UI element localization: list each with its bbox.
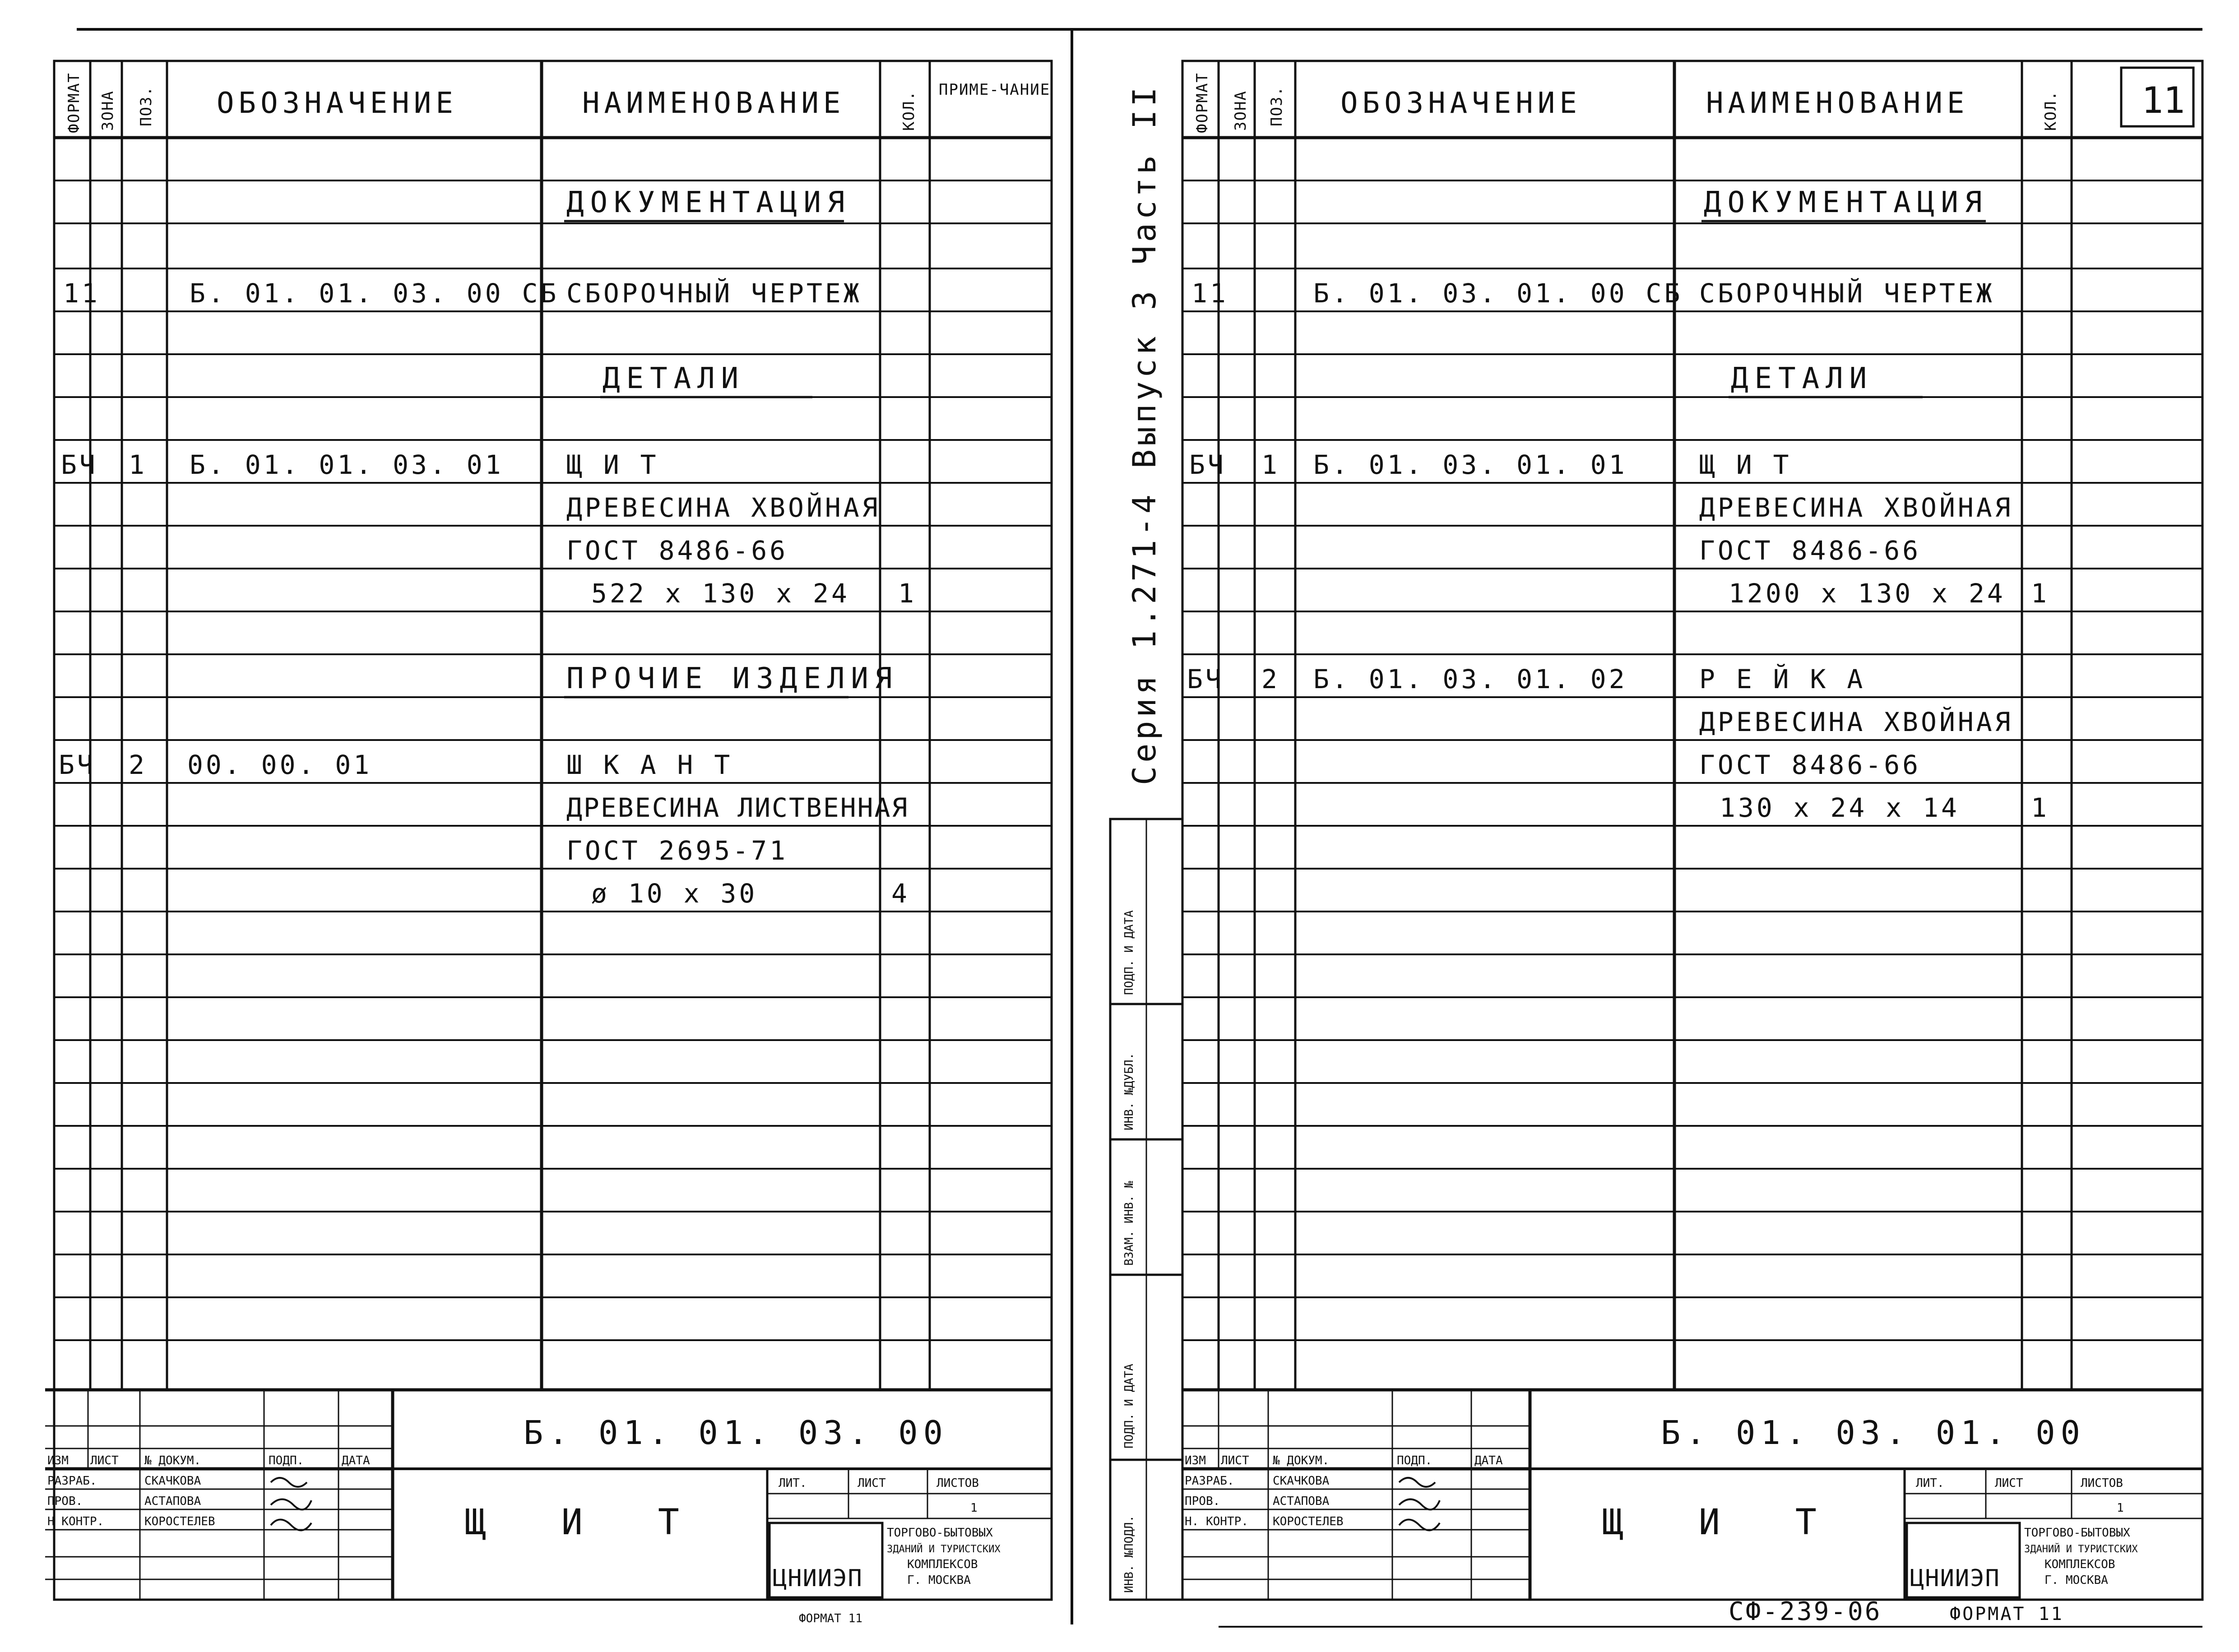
org-line: ТОРГОВО-БЫТОВЫХ: [887, 1526, 993, 1540]
org-line: ЗДАНИЙ И ТУРИСТСКИХ: [2024, 1544, 2138, 1555]
side-label: ВЗАМ. ИНВ. №: [1122, 1181, 1136, 1266]
tb-col-label: ДАТА: [1474, 1454, 1503, 1467]
left-header-designation: ОБОЗНАЧЕНИЕ: [217, 87, 458, 120]
left-row-format: БЧ: [59, 750, 96, 780]
tb-role: ПРОВ.: [47, 1495, 83, 1508]
tb-role: Н КОНТР.: [47, 1515, 104, 1528]
right-product-title: Щ И Т: [1602, 1502, 1844, 1543]
right-row-format: 11: [1191, 278, 1228, 309]
side-label: ИНВ. №ДУБЛ.: [1122, 1052, 1136, 1130]
left-row-name: ГОСТ 8486-66: [566, 535, 788, 566]
tb-person: АСТАПОВА: [1273, 1495, 1330, 1508]
org-line: ТОРГОВО-БЫТОВЫХ: [2024, 1526, 2130, 1540]
left-row-format: БЧ: [61, 449, 98, 480]
left-row-qty: 1: [898, 578, 917, 609]
left-row-name: Ш К А Н Т: [566, 750, 733, 780]
tb-col-label: ЛИСТ: [90, 1454, 119, 1467]
left-format-label: ФОРМАТ 11: [799, 1612, 862, 1625]
right-row-pos: 2: [1261, 664, 1280, 694]
org-line: Г. МОСКВА: [2044, 1573, 2108, 1587]
right-format-label: ФОРМАТ 11: [1950, 1604, 2064, 1624]
tb-col-label: ДАТА: [342, 1454, 370, 1467]
right-sheet: [1122, 72, 2185, 1626]
left-header-qty: КОЛ.: [900, 90, 918, 131]
right-section-details: ДЕТАЛИ: [1731, 362, 1873, 395]
left-row-name: Щ И Т: [566, 449, 659, 480]
right-org-logo: ЦНИИЭП: [1910, 1565, 2000, 1592]
left-header-note: ПРИМЕ-ЧАНИЕ: [939, 81, 1051, 99]
side-label: ПОДП. И ДАТА: [1122, 910, 1136, 995]
right-row-designation: Б. 01. 03. 01. 02: [1313, 664, 1627, 694]
tb-col-label: ПОДП.: [269, 1454, 304, 1467]
left-row-pos: 1: [129, 449, 147, 480]
left-section-other: ПРОЧИЕ ИЗДЕЛИЯ: [566, 662, 899, 695]
series-label: Серия 1.271-4 Выпуск 3 Часть II: [1126, 83, 1163, 785]
tb-sheets-value: 1: [970, 1501, 978, 1515]
right-row-name: ГОСТ 8486-66: [1699, 535, 1921, 566]
right-header-qty: КОЛ.: [2042, 90, 2060, 131]
side-label: ИНВ. №ПОДЛ.: [1122, 1515, 1136, 1593]
left-org-logo: ЦНИИЭП: [773, 1565, 863, 1592]
right-header-pos: ПОЗ.: [1268, 86, 1286, 126]
right-row-designation: Б. 01. 03. 01. 00 СБ: [1313, 278, 1683, 309]
tb-role: ПРОВ.: [1185, 1495, 1220, 1508]
tb-sheets: ЛИСТОВ: [2081, 1476, 2123, 1490]
org-line: КОМПЛЕКСОВ: [2044, 1558, 2115, 1571]
left-row-name: 522 х 130 х 24: [591, 578, 850, 609]
left-row-designation: 00. 00. 01: [187, 750, 372, 780]
right-section-documentation: ДОКУМЕНТАЦИЯ: [1704, 186, 1989, 219]
right-row-qty: 1: [2031, 792, 2049, 823]
left-row-designation: Б. 01. 01. 03. 01: [190, 449, 504, 480]
right-row-name: ДРЕВЕСИНА ХВОЙНАЯ: [1699, 492, 2013, 523]
tb-sheet: ЛИСТ: [1995, 1476, 2023, 1490]
right-doc-code: Б. 01. 03. 01. 00: [1661, 1414, 2086, 1452]
tb-role: РАЗРАБ.: [47, 1474, 97, 1488]
tb-col-label: ИЗМ: [47, 1454, 69, 1467]
left-header-format: ФОРМАТ: [65, 72, 83, 133]
right-row-name: ДРЕВЕСИНА ХВОЙНАЯ: [1699, 707, 2013, 737]
tb-col-label: ПОДП.: [1397, 1454, 1432, 1467]
tb-col-label: ИЗМ: [1185, 1454, 1206, 1467]
right-sheet-number: 11: [2142, 79, 2185, 121]
left-header-pos: ПОЗ.: [137, 86, 155, 126]
tb-person: КОРОСТЕЛЕВ: [144, 1515, 215, 1528]
left-header-zone: ЗОНА: [99, 90, 117, 131]
left-row-name: СБОРОЧНЫЙ ЧЕРТЕЖ: [566, 278, 862, 309]
right-row-name: 130 х 24 х 14: [1720, 792, 1960, 823]
tb-col-label: № ДОКУМ.: [144, 1454, 201, 1467]
right-row-pos: 1: [1261, 449, 1280, 480]
tb-sheets: ЛИСТОВ: [936, 1476, 979, 1490]
left-section-documentation: ДОКУМЕНТАЦИЯ: [566, 186, 851, 219]
right-row-format: БЧ: [1189, 449, 1226, 480]
tb-person: КОРОСТЕЛЕВ: [1273, 1515, 1344, 1528]
right-row-format: БЧ: [1187, 664, 1224, 694]
tb-role: Н. КОНТР.: [1185, 1515, 1248, 1528]
left-section-details: ДЕТАЛИ: [603, 362, 745, 395]
right-row-name: Р Е Й К А: [1699, 664, 1866, 694]
right-header-name: НАИМЕНОВАНИЕ: [1706, 87, 1969, 120]
tb-col-label: ЛИСТ: [1221, 1454, 1249, 1467]
tb-lit: ЛИТ.: [1916, 1476, 1944, 1490]
stamp-code: СФ-239-06: [1729, 1597, 1882, 1626]
signature-icon: [271, 1478, 311, 1530]
right-row-name: СБОРОЧНЫЙ ЧЕРТЕЖ: [1699, 278, 1995, 309]
org-line: Г. МОСКВА: [907, 1573, 971, 1587]
tb-person: СКАЧКОВА: [144, 1474, 201, 1488]
org-line: ЗДАНИЙ И ТУРИСТСКИХ: [887, 1544, 1001, 1555]
tb-person: АСТАПОВА: [144, 1495, 201, 1508]
left-row-pos: 2: [129, 750, 147, 780]
right-header-designation: ОБОЗНАЧЕНИЕ: [1340, 87, 1581, 120]
left-row-format: 11: [63, 278, 100, 309]
right-header-zone: ЗОНА: [1232, 90, 1250, 131]
left-product-title: Щ И Т: [465, 1502, 706, 1543]
right-row-name: Щ И Т: [1699, 449, 1792, 480]
side-label: ПОДП. И ДАТА: [1122, 1364, 1136, 1448]
right-row-name: ГОСТ 8486-66: [1699, 750, 1921, 780]
left-row-name: ДРЕВЕСИНА ХВОЙНАЯ: [566, 492, 881, 523]
right-header-format: ФОРМАТ: [1193, 72, 1211, 133]
tb-lit: ЛИТ.: [779, 1476, 807, 1490]
org-line: КОМПЛЕКСОВ: [907, 1558, 978, 1571]
tb-col-label: № ДОКУМ.: [1273, 1454, 1330, 1467]
tb-sheets-value: 1: [2117, 1501, 2124, 1515]
left-row-designation: Б. 01. 01. 03. 00 СБ: [190, 278, 559, 309]
signature-icon: [1399, 1478, 1440, 1530]
tb-sheet: ЛИСТ: [858, 1476, 886, 1490]
left-row-qty: 4: [891, 878, 910, 909]
right-row-qty: 1: [2031, 578, 2049, 609]
left-sheet: [47, 72, 1050, 1625]
tb-role: РАЗРАБ.: [1185, 1474, 1234, 1488]
left-row-name: ø 10 х 30: [591, 878, 758, 909]
left-header-name: НАИМЕНОВАНИЕ: [582, 87, 845, 120]
right-row-designation: Б. 01. 03. 01. 01: [1313, 449, 1627, 480]
left-row-name: ДРЕВЕСИНА ЛИСТВЕННАЯ: [566, 792, 909, 823]
right-row-name: 1200 х 130 х 24: [1729, 578, 2006, 609]
left-doc-code: Б. 01. 01. 03. 00: [524, 1414, 948, 1452]
tb-person: СКАЧКОВА: [1273, 1474, 1330, 1488]
left-row-name: ГОСТ 2695-71: [566, 835, 788, 866]
